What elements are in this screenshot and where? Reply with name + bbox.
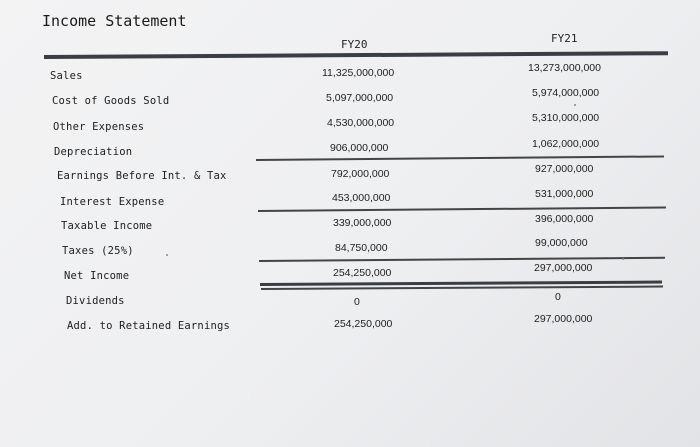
speck: [574, 104, 576, 106]
fy20-ebit: 792,000,000: [331, 168, 390, 180]
fy20-dividends: 0: [354, 296, 360, 308]
fy20-depreciation: 906,000,000: [330, 142, 389, 154]
fy20-taxable-income: 339,000,000: [333, 217, 392, 229]
row-label-retained-earnings: Add. to Retained Earnings: [67, 320, 231, 332]
row-label-cogs: Cost of Goods Sold: [52, 95, 170, 107]
fy21-cogs: 5,974,000,000: [532, 87, 600, 99]
fy20-cogs: 5,097,000,000: [326, 92, 394, 104]
fy20-taxes: 84,750,000: [335, 242, 388, 254]
net-income-rule-bottom: [261, 286, 663, 290]
fy21-taxable-income: 396,000,000: [535, 213, 594, 225]
row-label-interest-expense: Interest Expense: [60, 196, 165, 208]
row-label-depreciation: Depreciation: [54, 146, 133, 158]
speck: [166, 254, 168, 256]
column-header-fy20: FY20: [341, 38, 368, 51]
fy21-depreciation: 1,062,000,000: [532, 138, 600, 150]
fy20-sales: 11,325,000,000: [322, 67, 395, 79]
row-label-other-expenses: Other Expenses: [53, 121, 145, 133]
depreciation-subtotal-rule: [256, 155, 664, 160]
fy20-net-income: 254,250,000: [333, 267, 392, 279]
statement-title: Income Statement: [42, 12, 187, 30]
speck: [622, 258, 624, 260]
fy20-retained-earnings: 254,250,000: [334, 318, 393, 330]
fy21-retained-earnings: 297,000,000: [534, 313, 593, 325]
fy21-net-income: 297,000,000: [534, 262, 593, 274]
row-label-ebit: Earnings Before Int. & Tax: [57, 170, 227, 182]
interest-subtotal-rule: [258, 206, 666, 211]
fy21-ebit: 927,000,000: [535, 163, 594, 175]
column-header-fy21: FY21: [551, 32, 578, 45]
row-label-dividends: Dividends: [66, 295, 125, 307]
fy21-taxes: 99,000,000: [535, 237, 588, 249]
row-label-net-income: Net Income: [64, 270, 130, 282]
fy21-interest-expense: 531,000,000: [535, 188, 594, 200]
fy21-other-expenses: 5,310,000,000: [532, 112, 600, 124]
row-label-taxes: Taxes (25%): [62, 245, 134, 257]
fy21-dividends: 0: [555, 291, 561, 303]
header-rule: [44, 51, 668, 59]
fy20-interest-expense: 453,000,000: [332, 192, 391, 204]
fy20-other-expenses: 4,530,000,000: [327, 117, 395, 129]
row-label-sales: Sales: [50, 70, 83, 82]
fy21-sales: 13,273,000,000: [528, 62, 601, 74]
row-label-taxable-income: Taxable Income: [61, 220, 153, 232]
taxes-subtotal-rule: [259, 257, 665, 262]
